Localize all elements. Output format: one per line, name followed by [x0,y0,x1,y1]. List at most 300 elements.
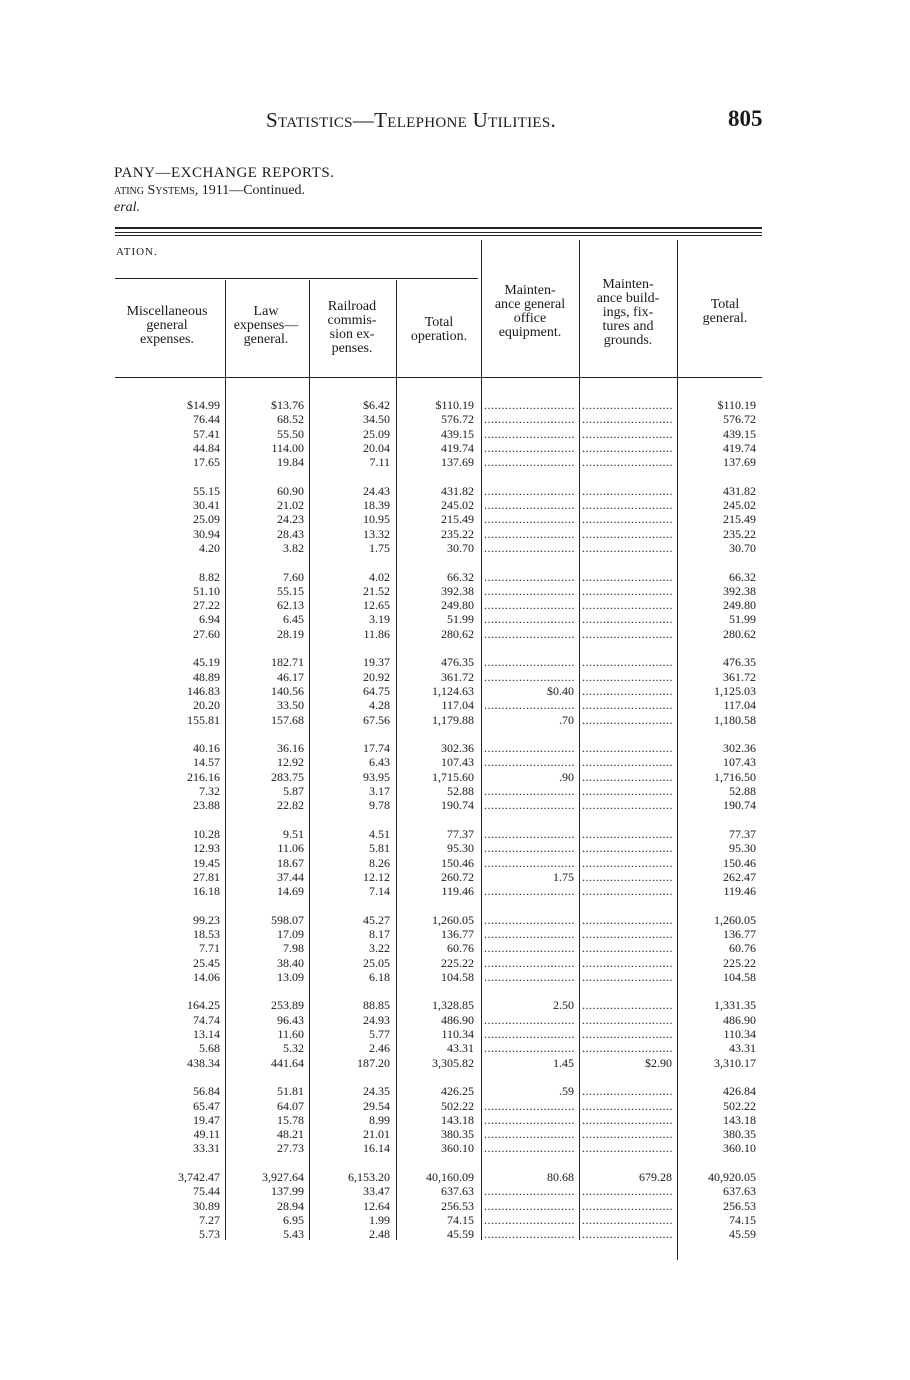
table-cell: 7.14 [369,884,390,899]
table-cell: 679.28 [639,1170,672,1185]
table-cell: 4.02 [369,569,390,584]
table-cell: 262.47 [723,869,756,884]
table-cell: 104.58 [723,969,756,984]
leader-dots [582,412,672,426]
table-cell: 5.43 [283,1227,304,1242]
leader-dots [484,412,574,426]
table-cell: 3,310.17 [714,1055,756,1070]
table-cell: 30.70 [447,540,474,555]
leader-dots [582,655,672,669]
table-cell: 225.22 [441,955,474,970]
table-cell: 7.71 [199,941,220,956]
leader-dots [484,484,574,498]
table-cell: 380.35 [723,1127,756,1142]
leader-dots [484,598,574,612]
table-cell: 502.22 [723,1098,756,1113]
group-spacer [228,1156,304,1170]
table-cell: 25.45 [193,955,220,970]
continued-heading-line1: PANY—EXCHANGE REPORTS. [114,165,335,181]
table-cell: 10.28 [193,826,220,841]
group-spacer [582,984,672,998]
table-cell: 225.22 [723,955,756,970]
col-rule-5 [579,240,580,1240]
table-cell: 107.43 [723,755,756,770]
table-cell: 7.11 [369,455,390,470]
table-cell: 439.15 [441,426,474,441]
column-misc-values [118,398,220,1242]
table-cell: 361.72 [723,669,756,684]
col-header-total-operation: Total operation. [410,315,468,344]
line2-smallcaps: ating Systems [114,183,195,198]
table-cell: 190.74 [441,798,474,813]
table-cell: 7.27 [199,1212,220,1227]
header-bottom-rule [115,377,762,378]
table-cell: 25.09 [363,426,390,441]
table-cell: 30.94 [193,526,220,541]
table-cell: 637.63 [441,1184,474,1199]
table-cell: 62.13 [277,598,304,613]
group-spacer [582,641,672,655]
group-spacer [680,1156,756,1170]
leader-dots [582,870,672,884]
table-cell: 27.60 [193,626,220,641]
table-cell: 16.14 [363,1141,390,1156]
table-cell: 438.34 [187,1055,220,1070]
table-cell: 5.77 [369,1027,390,1042]
leader-dots [582,798,672,812]
table-cell: 52.88 [729,784,756,799]
table-cell: 48.21 [277,1127,304,1142]
table-cell: 1,716.50 [714,769,756,784]
group-spacer [398,898,474,912]
table-cell: 51.99 [447,612,474,627]
leader-dots [484,927,574,941]
col-header-misc: Miscellaneous general expenses. [126,304,208,347]
leader-dots [582,1141,672,1155]
table-cell: 18.53 [193,926,220,941]
table-cell: 7.98 [283,941,304,956]
table-cell: 51.81 [277,1084,304,1099]
table-cell: 182.71 [271,655,304,670]
group-spacer [582,1156,672,1170]
table-cell: 1,124.63 [432,683,474,698]
leader-dots [582,427,672,441]
table-cell: 17.65 [193,455,220,470]
table-cell: 249.80 [723,598,756,613]
table-cell: 1,715.60 [432,769,474,784]
continued-heading-line2 [114,183,305,199]
table-cell: 140.56 [271,683,304,698]
table-cell: 66.32 [447,569,474,584]
table-cell: 280.62 [723,626,756,641]
leader-dots [484,1213,574,1227]
table-cell: 33.31 [193,1141,220,1156]
table-cell: 1,179.88 [432,712,474,727]
table-cell: 119.46 [723,884,756,899]
group-spacer [484,813,574,827]
table-cell: 25.09 [193,512,220,527]
table-cell: 65.47 [193,1098,220,1113]
table-cell: 19.47 [193,1112,220,1127]
table-cell: 12.92 [277,755,304,770]
group-spacer [484,984,574,998]
group-spacer [398,727,474,741]
table-cell: 95.30 [447,841,474,856]
table-cell: 43.31 [447,1041,474,1056]
table-cell: 96.43 [277,1012,304,1027]
group-spacer [484,1156,574,1170]
table-cell: 136.77 [723,926,756,941]
table-cell: 55.50 [277,426,304,441]
leader-dots [582,398,672,412]
group-spacer [398,984,474,998]
group-spacer [484,727,574,741]
group-spacer [118,555,220,569]
table-cell: 40,160.09 [426,1170,474,1185]
table-cell: 25.05 [363,955,390,970]
leader-dots [484,1041,574,1055]
table-cell: 302.36 [723,741,756,756]
table-cell: 476.35 [441,655,474,670]
table-cell: 60.76 [729,941,756,956]
table-cell: 21.02 [277,498,304,513]
table-cell: 99.23 [193,912,220,927]
leader-dots [582,713,672,727]
table-cell: 117.04 [723,698,756,713]
table-cell: 19.84 [277,455,304,470]
table-cell: 3,305.82 [432,1055,474,1070]
leader-dots [582,1199,672,1213]
table-cell: 5.32 [283,1041,304,1056]
group-spacer [312,1156,390,1170]
leader-dots [582,598,672,612]
table-cell: 598.07 [271,912,304,927]
table-cell: 68.52 [277,412,304,427]
group-spacer [484,898,574,912]
leader-dots [582,770,672,784]
group-spacer [312,984,390,998]
leader-dots [484,670,574,684]
leader-dots [484,755,574,769]
table-cell: 256.53 [441,1198,474,1213]
group-spacer [118,984,220,998]
leader-dots [484,841,574,855]
group-spacer [118,1070,220,1084]
leader-dots [582,1213,672,1227]
table-cell: 360.10 [723,1141,756,1156]
leader-dots [582,841,672,855]
table-cell: 57.41 [193,426,220,441]
table-cell: 150.46 [441,855,474,870]
table-cell: 30.41 [193,498,220,513]
table-cell: 1,125.03 [714,683,756,698]
table-cell: 19.37 [363,655,390,670]
table-cell: 27.73 [277,1141,304,1156]
group-spacer [680,984,756,998]
leader-dots [582,1013,672,1027]
col-rule-4 [481,240,482,1240]
group-spacer [228,727,304,741]
table-cell: 27.81 [193,869,220,884]
leader-dots [582,956,672,970]
table-cell: 34.50 [363,412,390,427]
group-spacer [312,813,390,827]
group-spacer [398,813,474,827]
group-spacer [118,469,220,483]
table-cell: 253.89 [271,998,304,1013]
col-header-maint-office: Mainten- ance general office equipment. [494,283,566,340]
table-cell: 74.15 [729,1212,756,1227]
leader-dots [484,398,574,412]
table-cell: 426.84 [723,1084,756,1099]
table-cell: $110.19 [435,398,474,412]
continued-heading-line3: eral. [114,200,141,215]
leader-dots [582,527,672,541]
leader-dots [484,827,574,841]
leader-dots [484,1099,574,1113]
table-cell: 24.35 [363,1084,390,1099]
leader-dots [484,570,574,584]
leader-dots [582,684,672,698]
table-cell: 14.06 [193,969,220,984]
leader-dots [484,698,574,712]
leader-dots [582,913,672,927]
leader-dots [484,784,574,798]
table-cell: 12.12 [363,869,390,884]
table-cell: 28.43 [277,526,304,541]
table-cell: 33.47 [363,1184,390,1199]
table-cell: 24.93 [363,1012,390,1027]
table-cell: 164.25 [187,998,220,1013]
leader-dots [484,1227,574,1241]
table-cell: 441.64 [271,1055,304,1070]
leader-dots [484,798,574,812]
table-cell: 17.74 [363,741,390,756]
group-spacer [312,1070,390,1084]
table-cell: 215.49 [723,512,756,527]
leader-dots [484,612,574,626]
table-cell: 3,927.64 [262,1170,304,1185]
table-cell: 431.82 [441,483,474,498]
group-spacer [398,1070,474,1084]
table-cell: 245.02 [723,498,756,513]
running-title: Statistics—Telephone Utilities. [266,108,557,132]
table-cell: 51.99 [729,612,756,627]
table-cell: 249.80 [441,598,474,613]
leader-dots [582,755,672,769]
group-spacer [680,898,756,912]
table-cell: $2.90 [645,1055,672,1070]
group-spacer [118,641,220,655]
table-cell: 146.83 [187,683,220,698]
page-number: 805 [728,106,763,131]
table-cell: 235.22 [723,526,756,541]
table-cell: 260.72 [441,869,474,884]
table-cell: 3.82 [283,540,304,555]
table-cell: 5.68 [199,1041,220,1056]
column-maint-office-values [484,398,574,1242]
leader-dots [484,1013,574,1027]
group-spacer [312,898,390,912]
leader-dots [582,784,672,798]
group-spacer [582,469,672,483]
column-law-values [228,398,304,1242]
table-cell: 27.22 [193,598,220,613]
leader-dots [582,856,672,870]
group-spacer [680,813,756,827]
table-cell: .59 [559,1084,574,1099]
table-cell: 419.74 [723,440,756,455]
table-cell: 8.82 [199,569,220,584]
table-cell: 439.15 [723,426,756,441]
top-rule-2 [115,232,762,233]
table-cell: 9.51 [283,826,304,841]
table-cell: 8.26 [369,855,390,870]
table-cell: 28.94 [277,1198,304,1213]
leader-dots [582,612,672,626]
table-cell: 426.25 [441,1084,474,1099]
group-spacer [680,1070,756,1084]
table-cell: 136.77 [441,926,474,941]
leader-dots [582,884,672,898]
leader-dots [582,541,672,555]
table-cell: 51.10 [193,583,220,598]
leader-dots [484,956,574,970]
group-spacer [118,1156,220,1170]
group-spacer [312,641,390,655]
group-spacer [228,641,304,655]
table-cell: 283.75 [271,769,304,784]
col-rule-2 [309,280,310,1240]
table-cell: 1.45 [553,1055,574,1070]
group-spacer [680,555,756,569]
table-cell: 18.39 [363,498,390,513]
leader-dots [484,1113,574,1127]
column-total-operation-values [398,398,474,1242]
top-rule-3 [115,235,762,236]
table-cell: 6.95 [283,1212,304,1227]
leader-dots [582,484,672,498]
table-cell: 4.20 [199,540,220,555]
leader-dots [582,998,672,1012]
table-cell: 43.31 [729,1041,756,1056]
leader-dots [582,512,672,526]
leader-dots [484,584,574,598]
table-cell: 280.62 [441,626,474,641]
group-spacer [228,813,304,827]
table-cell: 245.02 [441,498,474,513]
group-spacer [582,1070,672,1084]
leader-dots [582,1127,672,1141]
table-cell: 7.32 [199,784,220,799]
leader-dots [582,570,672,584]
leader-dots [582,927,672,941]
table-cell: 55.15 [277,583,304,598]
table-cell: 19.45 [193,855,220,870]
table-cell: 11.86 [363,626,390,641]
table-cell: 235.22 [441,526,474,541]
table-cell: 40,920.05 [708,1170,756,1185]
group-spacer [582,727,672,741]
table-cell: 476.35 [723,655,756,670]
group-spacer [680,727,756,741]
table-cell: 7.60 [283,569,304,584]
leader-dots [484,498,574,512]
leader-dots [582,741,672,755]
table-cell: $14.99 [187,398,220,412]
table-cell: .90 [559,769,574,784]
leader-dots [484,655,574,669]
table-cell: 2.50 [553,998,574,1013]
table-cell: 2.46 [369,1041,390,1056]
table-cell: 38.40 [277,955,304,970]
leader-dots [484,1141,574,1155]
table-cell: 11.60 [277,1027,304,1042]
table-cell: 6.18 [369,969,390,984]
group-spacer [680,641,756,655]
leader-dots [582,1027,672,1041]
table-cell: 67.56 [363,712,390,727]
table-cell: 502.22 [441,1098,474,1113]
table-cell: $13.76 [271,398,304,412]
leader-dots [484,427,574,441]
leader-dots [484,741,574,755]
leader-dots [582,441,672,455]
table-cell: 3.22 [369,941,390,956]
group-spacer [582,898,672,912]
top-rule-1 [115,227,762,229]
table-cell: 88.85 [363,998,390,1013]
table-cell: 20.20 [193,698,220,713]
table-cell: 60.90 [277,483,304,498]
table-cell: 23.88 [193,798,220,813]
table-cell: 33.50 [277,698,304,713]
table-cell: 380.35 [441,1127,474,1142]
table-cell: 119.46 [441,884,474,899]
table-cell: 143.18 [723,1112,756,1127]
leader-dots [582,1227,672,1241]
table-cell: 24.23 [277,512,304,527]
table-cell: 95.30 [729,841,756,856]
column-total-general-values [680,398,756,1242]
table-cell: 12.65 [363,598,390,613]
table-cell: 150.46 [723,855,756,870]
group-spacer [228,469,304,483]
table-cell: 16.18 [193,884,220,899]
table-cell: 3.17 [369,784,390,799]
leader-dots [582,1113,672,1127]
table-cell: 45.59 [729,1227,756,1242]
table-cell: 40.16 [193,741,220,756]
table-cell: 576.72 [441,412,474,427]
leader-dots [484,455,574,469]
leader-dots [484,1184,574,1198]
table-cell: 75.44 [193,1184,220,1199]
leader-dots [582,1084,672,1098]
col-header-maint-buildings: Mainten- ance build- ings, fix- tures and grounds. [596,277,660,348]
table-cell: 76.44 [193,412,220,427]
group-spacer [228,898,304,912]
table-cell: 117.04 [441,698,474,713]
table-cell: 431.82 [723,483,756,498]
table-cell: 3,742.47 [178,1170,220,1185]
table-cell: 46.17 [277,669,304,684]
table-cell: 486.90 [441,1012,474,1027]
table-cell: 13.32 [363,526,390,541]
table-cell: 6.45 [283,612,304,627]
table-cell: 6,153.20 [348,1170,390,1185]
table-cell: 11.06 [277,841,304,856]
